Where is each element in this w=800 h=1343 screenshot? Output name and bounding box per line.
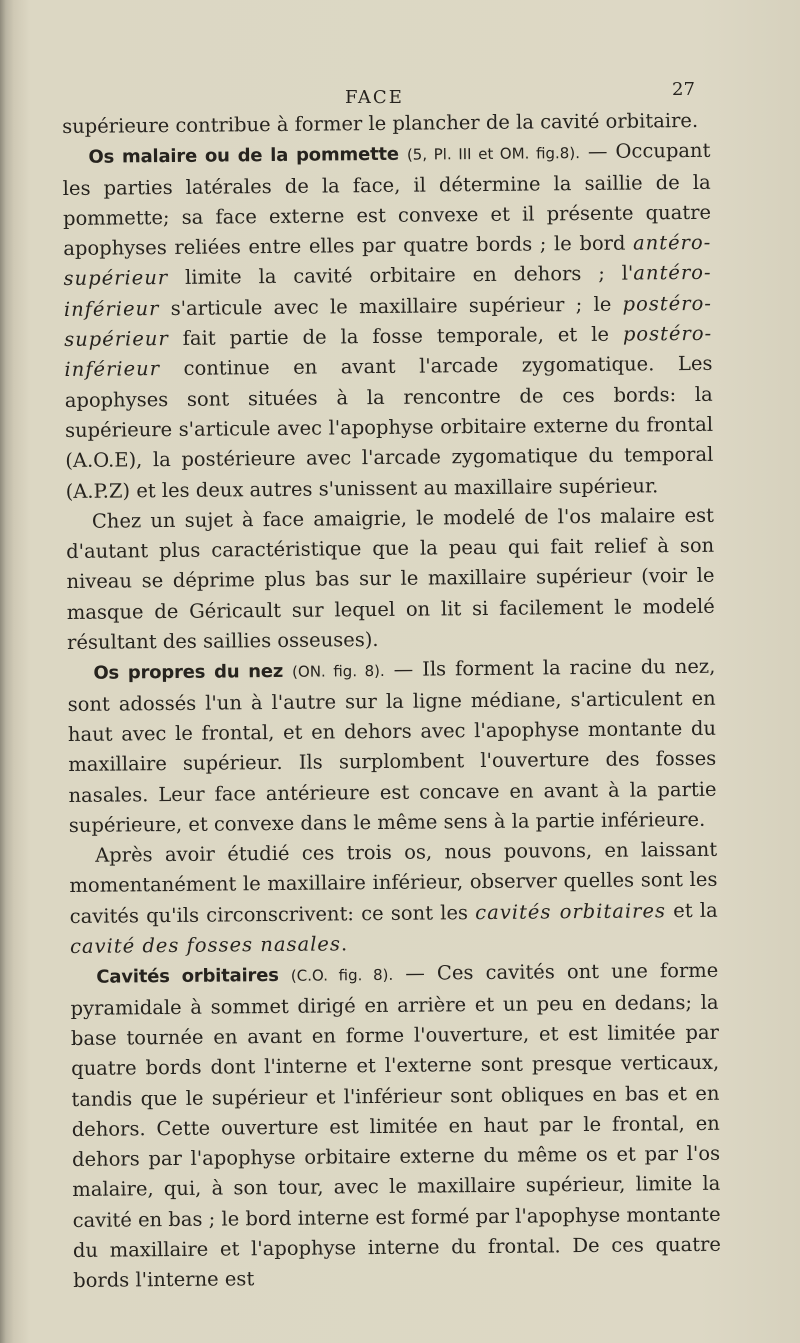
paragraph-text: limite la cavité orbitaire en dehors ; l' [168,262,634,290]
figure-reference: (C.O. fig. 8). [290,966,394,986]
section-heading-os-propres-du-nez: Os propres du nez [93,661,284,685]
paragraph-text: Après avoir étudié ces trois os, nous pouvons, en laissant momentanément le maxillaire inférieur, observer quelles sont les cavités qu'ils circonscrivent: ce sont les [69,837,718,928]
paragraph-text: fait partie de la fosse temporale, et le [168,322,624,351]
figure-reference: (ON. fig. 8). [292,662,385,682]
page-number: 27 [672,79,695,100]
paragraph-os-propres-du-nez [67,652,717,841]
italic-term: postéro-inférieur [64,321,713,382]
paragraph-text: . [340,932,348,956]
continuation-text: supérieure contribue à former le plancher de la cavité orbitaire. [62,108,699,138]
paragraph-text: — Occupant les parties latérales de la face, il détermine la saillie de la pommette; sa face externe est convexe et il présente quatre apophyses reliées entre elles par quatre bords ; le bord [62,139,712,261]
figure-reference: (5, Pl. III et OM. fig.8). [406,144,581,164]
paragraph-text: — Ces cavités ont une forme pyramidale à sommet dirigé en arrière et un peu en dedans; la base tournée en avant en forme l'ouverture, et est limitée par quatre bords dont l'interne et l'externe sont presque verticaux, tandis que le supérieur et l'inférieur sont obliques en bas et en dehors. Cette ouverture est limitée en haut par le frontal, en dehors par l'apophyse orbitaire externe du même os et par l'os malaire, qui, à son tour, avec le maxillaire supérieur, limite la cavité en bas ; le bord interne est formé par l'apophyse montante du maxillaire et l'apophyse interne du frontal. De ces quatre bords l'interne est [70,959,722,1293]
paragraph-text: et la [665,898,718,922]
italic-term: postéro-supérieur [64,291,712,352]
italic-term: cavités orbitaires [475,898,667,924]
paragraph-text: continue en avant l'arcade zygomatique. Les apophyses sont situées à la rencontre de ces bords: la supérieure s'articule avec l'apophyse orbitaire externe du frontal (A.O.E), la postérieure avec l'arcade zygomatique du temporal (A.P.Z) et les deux autres s'unissent au maxillaire supérieur. [64,352,714,503]
paragraph-text: Chez un sujet à face amaigrie, le modelé de l'os malaire est d'autant plus caractéristique que la peau qui fait relief à son niveau se déprime plus bas sur le maxillaire supérieur (voir le masque de Géricault sur lequel on lit si facilement le modelé résultant des saillies osseuses). [66,503,715,655]
section-heading-os-malaire: Os malaire ou de la pommette [88,144,399,169]
italic-term: antéro-supérieur [63,230,712,291]
italic-term: cavité des fosses nasales [69,932,342,958]
body-text [62,106,721,1297]
section-heading-cavites-orbitaires: Cavités orbitaires [96,965,279,989]
paragraph-cavites-orbitaires [70,956,721,1296]
italic-term: antéro-inférieur [63,261,712,321]
paragraph-os-malaire [62,136,713,507]
paragraph-text: s'articule avec le maxillaire supérieur ; le [159,292,623,320]
paragraph-sujet-amaigri [66,501,715,659]
paragraph-text: — Ils forment la racine du nez, sont adossés l'un à l'autre sur la ligne médiane, s'articulent en haut avec le frontal, et en dehors avec l'apophyse montante du maxillaire supérieur. Ils surplombent l'ouverture des fosses nasales. Leur face antérieure est concave en avant à la partie supérieure, et convexe dans le même sens à la partie inférieure. [67,655,717,837]
running-head: FACE [345,87,404,108]
paragraph-apres-avoir-etudie [69,835,718,962]
